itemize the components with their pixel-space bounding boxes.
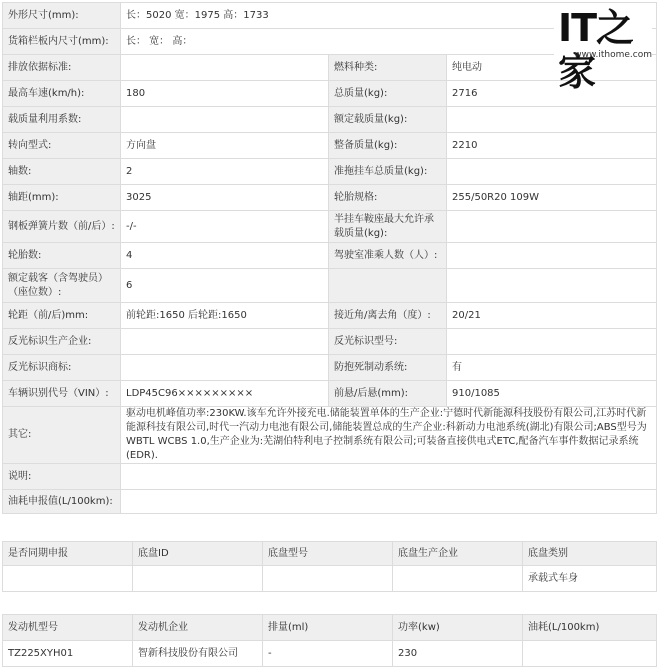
chassis-header: 底盘类别 [523,542,657,566]
spec-value: 2716 [447,81,657,107]
spec-value: 纯电动 [447,55,657,81]
spec-row [3,107,657,133]
logo-mark: IT之家 [558,6,634,94]
engine-header: 发动机企业 [133,615,263,641]
spec-label: 排放依据标准: [3,55,121,81]
spec-label: 轮胎数: [3,243,121,269]
spec-label: 燃料种类: [329,55,447,81]
spec-value [447,107,657,133]
spec-row [3,381,657,407]
spec-value: 长：5020 宽：1975 高：1733 [121,3,657,29]
spec-value: 910/1085 [447,381,657,407]
spec-value [121,55,329,81]
spec-value [447,269,657,303]
spec-label: 反光标识生产企业: [3,329,121,355]
spec-value [447,243,657,269]
chassis-header: 底盘型号 [263,542,393,566]
spec-label: 外形尺寸(mm): [3,3,121,29]
spec-label: 半挂车鞍座最大允许承载质量(kg): [329,211,447,243]
spec-label: 总质量(kg): [329,81,447,107]
spec-value: 255/50R20 109W [447,185,657,211]
spec-value [121,355,329,381]
spec-label: 钢板弹簧片数（前/后）: [3,211,121,243]
engine-cell: 230 [393,641,523,667]
spec-label: 防抱死制动系统: [329,355,447,381]
spec-label: 货箱栏板内尺寸(mm): [3,29,121,55]
logo-url: www.ithome.com [574,50,652,60]
spec-value: 4 [121,243,329,269]
chassis-cell: 承载式车身 [523,566,657,592]
chassis-cell [263,566,393,592]
engine-cell [523,641,657,667]
spec-label [329,269,447,303]
spec-label: 载质量利用系数: [3,107,121,133]
engine-header: 功率(kw) [393,615,523,641]
spec-value: 2210 [447,133,657,159]
spec-value: 前轮距:1650 后轮距:1650 [121,303,329,329]
spec-label: 最高车速(km/h): [3,81,121,107]
spec-value [447,211,657,243]
spec-value: 3025 [121,185,329,211]
spec-value: 180 [121,81,329,107]
spec-label: 轴数: [3,159,121,185]
spec-label: 轴距(mm): [3,185,121,211]
spec-row [3,329,657,355]
chassis-cell [3,566,133,592]
spec-label: 油耗申报值(L/100km): [3,490,121,514]
spec-label: 反光标识型号: [329,329,447,355]
engine-cell: 智新科技股份有限公司 [133,641,263,667]
spec-value: 长： 宽： 高： [121,29,657,55]
spec-value: 有 [447,355,657,381]
spec-label: 车辆识别代号（VIN）: [3,381,121,407]
chassis-table [2,541,657,592]
spec-label: 轮胎规格: [329,185,447,211]
spec-value: 20/21 [447,303,657,329]
spec-value [447,329,657,355]
spec-label: 接近角/离去角（度）: [329,303,447,329]
spec-value: 驱动电机峰值功率:230KW.该车允许外接充电.储能装置单体的生产企业:宁德时代新能源科技股份有限公司,江苏时代新能源科技有限公司,时代一汽动力电池有限公司,储能装置总成的生产企业:科新动力电池系统(湖北)有限公司;ABS型号为WBTL WCBS 1.0,生产企业为:芜湖伯特利电子控制系统有限公司;可装备直接供电式ETC,配备汽车事件数据记录系统(EDR). [121,407,657,464]
chassis-header: 是否同期申报 [3,542,133,566]
chassis-cell [393,566,523,592]
ithome-logo [554,6,652,94]
spec-value [121,490,657,514]
spec-row [3,211,657,243]
spec-label: 额定载质量(kg): [329,107,447,133]
chassis-cell [133,566,263,592]
engine-header: 发动机型号 [3,615,133,641]
chassis-header: 底盘生产企业 [393,542,523,566]
spec-label: 说明: [3,464,121,490]
spec-value: -/- [121,211,329,243]
spec-row [3,159,657,185]
spec-label: 轮距（前/后)mm: [3,303,121,329]
spec-row [3,464,657,490]
spec-row [3,185,657,211]
spec-value: 6 [121,269,329,303]
engine-table [2,614,657,667]
spec-row [3,490,657,514]
spec-value [121,464,657,490]
spec-row [3,243,657,269]
spec-value: LDP45C96××××××××× [121,381,329,407]
engine-header: 排量(ml) [263,615,393,641]
spec-label: 准拖挂车总质量(kg): [329,159,447,185]
spec-row [3,407,657,464]
spec-value [121,329,329,355]
spec-label: 其它: [3,407,121,464]
spec-label: 前悬/后悬(mm): [329,381,447,407]
spec-label: 驾驶室准乘人数（人）: [329,243,447,269]
spec-row [3,269,657,303]
spec-value [447,159,657,185]
spec-label: 反光标识商标: [3,355,121,381]
spec-label: 转向型式: [3,133,121,159]
spec-row [3,303,657,329]
spec-value: 方向盘 [121,133,329,159]
engine-header: 油耗(L/100km) [523,615,657,641]
spec-value [121,107,329,133]
spec-label: 整备质量(kg): [329,133,447,159]
spec-value: 2 [121,159,329,185]
chassis-header: 底盘ID [133,542,263,566]
spec-row [3,355,657,381]
engine-cell: TZ225XYH01 [3,641,133,667]
spec-label: 额定载客（含驾驶员）（座位数）: [3,269,121,303]
engine-cell: - [263,641,393,667]
spec-row [3,133,657,159]
